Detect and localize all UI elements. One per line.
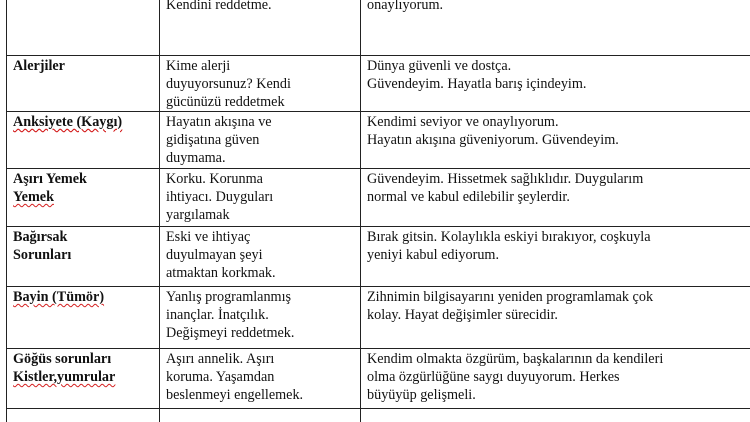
cause-text: atmaktan korkmak. bbox=[166, 265, 276, 281]
condition-cell bbox=[7, 287, 160, 349]
condition-name: Göğüs sorunları bbox=[13, 351, 112, 367]
condition-name bbox=[13, 188, 153, 206]
cause-text: koruma. Yaşamdan bbox=[166, 369, 275, 385]
table-row bbox=[7, 409, 750, 422]
table-row bbox=[7, 287, 750, 349]
condition-name: Alerjiler bbox=[13, 58, 65, 74]
pattern-text: onaylıyorum. bbox=[367, 0, 444, 13]
condition-name: Aşırı Yemek bbox=[13, 171, 87, 187]
pattern-text: kolay. Hayat değişimler sürecidir. bbox=[367, 307, 558, 323]
pattern-text: normal ve kabul edilebilir şeylerdir. bbox=[367, 189, 570, 205]
cause-text: Kendini reddetme. bbox=[166, 0, 272, 13]
pattern-text: Kendim olmakta özgürüm, başkalarının da kendileri bbox=[367, 351, 664, 367]
cause-cell bbox=[160, 112, 361, 169]
cause-text: duyuyorsunuz? Kendi bbox=[166, 76, 291, 92]
pattern-cell bbox=[361, 112, 750, 169]
pattern-cell bbox=[361, 287, 750, 349]
table-row bbox=[7, 227, 750, 287]
pattern-cell bbox=[361, 0, 750, 56]
cause-text: Eski ve ihtiyaç bbox=[166, 229, 251, 245]
cause-text: gidişatına güven bbox=[166, 132, 260, 148]
affirmation-table bbox=[6, 0, 750, 422]
cause-text: Kime alerji bbox=[166, 58, 231, 74]
condition-name: Bağırsak bbox=[13, 229, 68, 245]
condition-name bbox=[13, 288, 153, 306]
cause-text: duymama. bbox=[166, 150, 226, 166]
pattern-cell bbox=[361, 56, 750, 112]
condition-name: Sorunları bbox=[13, 247, 72, 263]
condition-name bbox=[13, 113, 153, 131]
table-row bbox=[7, 349, 750, 409]
cause-cell bbox=[160, 0, 361, 56]
cause-cell bbox=[160, 169, 361, 227]
cause-text: ihtiyacı. Duyguları bbox=[166, 189, 274, 205]
table-row bbox=[7, 56, 750, 112]
condition-name bbox=[13, 368, 153, 386]
cause-cell bbox=[160, 56, 361, 112]
condition-cell bbox=[7, 349, 160, 409]
cause-text: inançlar. İnatçılık. bbox=[166, 307, 269, 323]
cause-text: gücünüzü reddetmek bbox=[166, 94, 285, 110]
pattern-text: büyüyüp gelişmeli. bbox=[367, 387, 476, 403]
table-row bbox=[7, 112, 750, 169]
table-body bbox=[7, 0, 750, 422]
cause-text: Yanlış programlanmış bbox=[166, 289, 292, 305]
pattern-text: yeniyi kabul ediyorum. bbox=[367, 247, 499, 263]
condition-name-text: Bayin (Tümör) bbox=[13, 289, 105, 305]
condition-cell bbox=[7, 227, 160, 287]
table-row bbox=[7, 169, 750, 227]
cause-text: duyulmayan şeyi bbox=[166, 247, 263, 263]
condition-cell bbox=[7, 56, 160, 112]
condition-cell bbox=[7, 0, 160, 56]
cause-text: Hayatın akışına ve bbox=[166, 114, 272, 130]
cause-text: Korku. Korunma bbox=[166, 171, 263, 187]
table-row bbox=[7, 0, 750, 56]
pattern-text: olma özgürlüğüne saygı duyuyorum. Herkes bbox=[367, 369, 620, 385]
cause-text: Aşırı annelik. Aşırı bbox=[166, 351, 275, 367]
condition-cell bbox=[7, 409, 160, 422]
pattern-text: Kendimi seviyor ve onaylıyorum. bbox=[367, 114, 559, 130]
cause-cell bbox=[160, 227, 361, 287]
pattern-cell bbox=[361, 169, 750, 227]
cause-text: Değişmeyi reddetmek. bbox=[166, 325, 295, 341]
pattern-text: Bırak gitsin. Kolaylıkla eskiyi bırakıyor, coşkuyla bbox=[367, 229, 651, 245]
pattern-cell bbox=[361, 349, 750, 409]
pattern-text: Dünya güvenli ve dostça. bbox=[367, 58, 512, 74]
pattern-cell bbox=[361, 409, 750, 422]
condition-name-text: Anksiyete (Kaygı) bbox=[13, 114, 123, 130]
pattern-text: Hayatın akışına güveniyorum. Güvendeyim. bbox=[367, 132, 619, 148]
cause-text: yargılamak bbox=[166, 207, 230, 223]
pattern-text: Güvendeyim. Hissetmek sağlıklıdır. Duygularım bbox=[367, 171, 644, 187]
condition-name-text: Kistler,yumrular bbox=[13, 369, 116, 385]
condition-cell bbox=[7, 169, 160, 227]
cause-cell bbox=[160, 287, 361, 349]
cause-cell bbox=[160, 409, 361, 422]
cause-text: beslenmeyi engellemek. bbox=[166, 387, 304, 403]
cause-cell bbox=[160, 349, 361, 409]
pattern-cell bbox=[361, 227, 750, 287]
condition-cell bbox=[7, 112, 160, 169]
condition-name-text: Yemek bbox=[13, 189, 54, 205]
pattern-text: Zihnimin bilgisayarını yeniden programlamak çok bbox=[367, 289, 654, 305]
pattern-text: Güvendeyim. Hayatla barış içindeyim. bbox=[367, 76, 587, 92]
